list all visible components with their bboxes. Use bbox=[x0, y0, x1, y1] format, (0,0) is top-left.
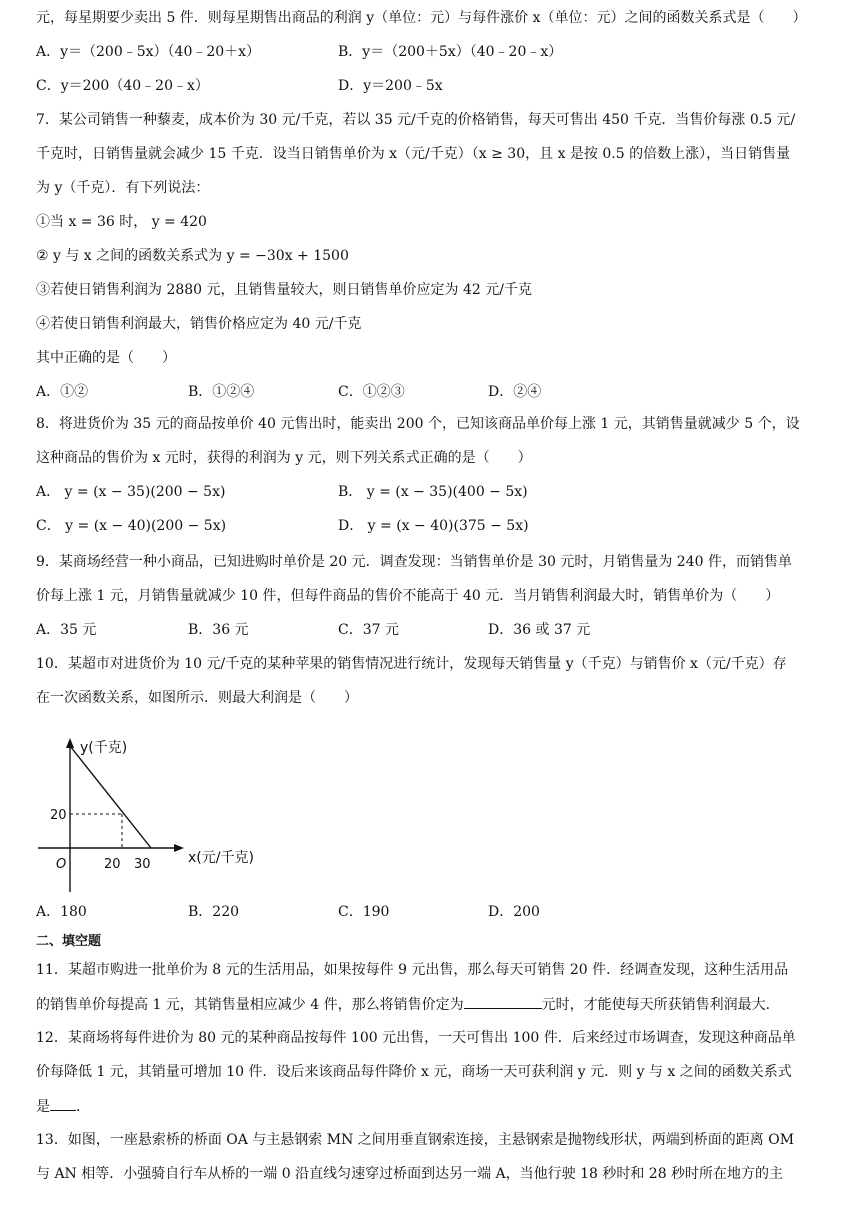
q12-line2: 价每降低 1 元，其销量可增加 10 件．设后来该商品每件降价 x 元，商场一天可获利润 y 元．则 y 与 x 之间的函数关系式 bbox=[36, 1064, 792, 1080]
y-tick-20: 20 bbox=[50, 808, 67, 823]
q6-option-a: A．y＝（200﹣5x）（40﹣20＋x） bbox=[36, 44, 261, 60]
q13-line1: 13．如图，一座悬索桥的桥面 OA 与主悬钢索 MN 之间用垂直钢索连接，主悬钢索是抛物线形状，两端到桥面的距离 OM bbox=[36, 1132, 795, 1148]
q11-line2 bbox=[36, 994, 780, 1015]
q11-answer-blank[interactable] bbox=[464, 994, 542, 1009]
q7-statement-1: ①当 x = 36 时， y = 420 bbox=[36, 214, 207, 230]
q7-statement-2: ② y 与 x 之间的函数关系式为 y = −30x + 1500 bbox=[36, 248, 349, 264]
q6-option-b: B．y＝（200＋5x）（40﹣20﹣x） bbox=[338, 44, 563, 60]
q10-graph-figure bbox=[38, 728, 278, 896]
q8-option-d: D． y = (x − 40)(375 − 5x) bbox=[338, 518, 529, 534]
x-axis-label: x(元/千克) bbox=[188, 850, 254, 866]
q9-option-a: A．35 元 bbox=[36, 622, 97, 638]
q10-line2: 在一次函数关系，如图所示．则最大利润是（ ） bbox=[36, 690, 358, 706]
q7-option-a: A．①② bbox=[36, 384, 89, 400]
q10-option-c: C．190 bbox=[338, 904, 390, 920]
q11-line2-pre: 的销售单价每提高 1 元，其销售量相应减少 4 件，那么将销售价定为 bbox=[36, 997, 464, 1013]
q6-stem: 元，每星期要少卖出 5 件．则每星期售出商品的利润 y（单位：元）与每件涨价 x（单位：元）之间的函数关系式是（ ） bbox=[36, 10, 807, 26]
q12-line3-pre: 是 bbox=[36, 1099, 50, 1115]
q11-line1: 11．某超市购进一批单价为 8 元的生活用品，如果按每件 9 元出售，那么每天可销售 20 件．经调查发现，这种生活用品 bbox=[36, 962, 789, 978]
x-tick-30: 30 bbox=[134, 857, 151, 872]
q9-option-c: C．37 元 bbox=[338, 622, 399, 638]
x-axis-arrow bbox=[174, 844, 184, 852]
q12-line3-post: . bbox=[76, 1099, 81, 1115]
q7-ask: 其中正确的是（ ） bbox=[36, 350, 176, 366]
q10-option-a: A．180 bbox=[36, 904, 87, 920]
q9-line1: 9．某商场经营一种小商品，已知进购时单价是 20 元．调查发现：当销售单价是 30 元时，月销售量为 240 件，而销售单 bbox=[36, 554, 792, 570]
q7-option-d: D．②④ bbox=[488, 384, 542, 400]
q10-option-b: B．220 bbox=[188, 904, 240, 920]
q12-answer-blank[interactable] bbox=[50, 1096, 76, 1111]
q9-line2: 价每上涨 1 元，月销售量就减少 10 件，但每件商品的售价不能高于 40 元．当月销售利润最大时，销售单价为（ ） bbox=[36, 588, 780, 604]
q7-statement-4: ④若使日销售利润最大，销售价格应定为 40 元/千克 bbox=[36, 316, 362, 332]
q10-option-d: D．200 bbox=[488, 904, 540, 920]
section-title-fill-in: 二、填空题 bbox=[36, 934, 102, 949]
q12-line1: 12．某商场将每件进价为 80 元的某种商品按每件 100 元出售，一天可售出 100 件．后来经过市场调查，发现这种商品单 bbox=[36, 1030, 796, 1046]
q9-option-b: B．36 元 bbox=[188, 622, 249, 638]
q13-line2: 与 AN 相等．小强骑自行车从桥的一端 0 沿直线匀速穿过桥面到达另一端 A，当他行驶 18 秒时和 28 秒时所在地方的主 bbox=[36, 1166, 784, 1182]
q7-line1: 7．某公司销售一种藜麦，成本价为 30 元/千克，若以 35 元/千克的价格销售，每天可售出 450 千克．当售价每涨 0.5 元/ bbox=[36, 112, 796, 128]
q6-option-d: D．y＝200﹣5x bbox=[338, 78, 443, 94]
q12-line3 bbox=[36, 1096, 80, 1117]
q9-option-d: D．36 或 37 元 bbox=[488, 622, 591, 638]
q7-statement-3: ③若使日销售利润为 2880 元，且销售量较大，则日销售单价应定为 42 元/千克 bbox=[36, 282, 532, 298]
q8-line1: 8．将进货价为 35 元的商品按单价 40 元售出时，能卖出 200 个，已知该商品单价每上涨 1 元，其销售量就减少 5 个，设 bbox=[36, 416, 800, 432]
y-axis-label: y(千克) bbox=[80, 740, 128, 756]
q10-line1: 10．某超市对进货价为 10 元/千克的某种苹果的销售情况进行统计，发现每天销售量 y（千克）与销售价 x（元/千克）存 bbox=[36, 656, 787, 672]
q8-option-c: C． y = (x − 40)(200 − 5x) bbox=[36, 518, 227, 534]
origin-label: O bbox=[56, 857, 67, 872]
q8-line2: 这种商品的售价为 x 元时，获得的利润为 y 元，则下列关系式正确的是（ ） bbox=[36, 450, 532, 466]
sales-line bbox=[70, 746, 151, 848]
q7-line3: 为 y（千克）．有下列说法： bbox=[36, 180, 210, 196]
q8-option-a: A． y = (x − 35)(200 − 5x) bbox=[36, 484, 226, 500]
q8-option-b: B． y = (x − 35)(400 − 5x) bbox=[338, 484, 528, 500]
q7-option-c: C．①②③ bbox=[338, 384, 405, 400]
q6-option-c: C．y＝200（40﹣20﹣x） bbox=[36, 78, 209, 94]
x-tick-20: 20 bbox=[104, 857, 121, 872]
q7-line2: 千克时，日销售量就会减少 15 千克．设当日销售单价为 x（元/千克）（x ≥ 30，且 x 是按 0.5 的倍数上涨），当日销售量 bbox=[36, 146, 791, 162]
q11-line2-post: 元时，才能使每天所获销售利润最大． bbox=[541, 997, 780, 1013]
q7-option-b: B．①②④ bbox=[188, 384, 255, 400]
